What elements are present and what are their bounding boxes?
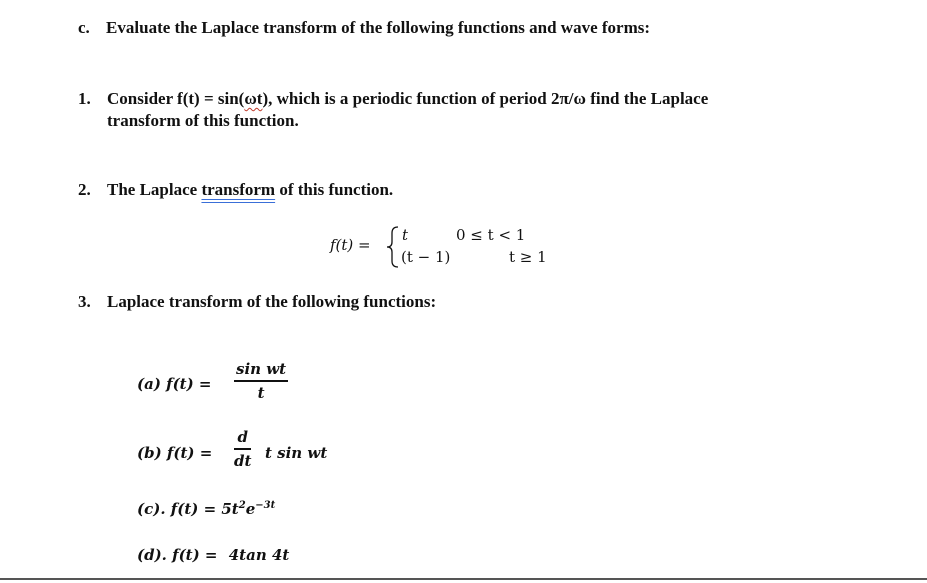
question-1-spelling-flag: ωt bbox=[244, 89, 263, 108]
item-c-exponent-1: 2 bbox=[238, 500, 246, 511]
left-brace-icon bbox=[386, 226, 400, 268]
item-c-exponent-2: −3t bbox=[255, 500, 276, 511]
question-2-number: 2. bbox=[78, 180, 91, 199]
question-2-line bbox=[78, 180, 393, 200]
item-d-label: (d). f(t) = bbox=[137, 546, 218, 564]
item-a-denominator: t bbox=[257, 383, 265, 402]
section-title: Evaluate the Laplace transform of the following functions and wave forms: bbox=[106, 18, 651, 37]
question-1-text-b: ), which is a periodic function of period 2π/ω find the Laplace bbox=[262, 89, 709, 108]
item-a-numerator: sin wt bbox=[236, 360, 287, 378]
item-b-fraction bbox=[234, 428, 251, 470]
page-bottom-divider bbox=[0, 578, 927, 580]
question-3-line bbox=[78, 292, 436, 312]
case-1-expression: t bbox=[402, 226, 409, 244]
item-d-rest: 4tan 4t bbox=[228, 546, 290, 564]
item-a-label: (a) f(t) = bbox=[137, 375, 212, 393]
question-2-grammar-flag: transform bbox=[201, 180, 276, 199]
item-a-fraction bbox=[234, 360, 288, 402]
question-1-text-a: Consider f(t) = sin( bbox=[107, 89, 245, 108]
item-b-denominator: dt bbox=[234, 451, 252, 470]
question-1-line-2: transform of this function. bbox=[107, 111, 299, 130]
item-c bbox=[137, 500, 275, 518]
question-2-text-a: The Laplace bbox=[107, 180, 202, 199]
item-c-label: (c). f(t) = 5t bbox=[137, 500, 239, 518]
question-3-text: Laplace transform of the following functions: bbox=[107, 292, 437, 311]
section-heading bbox=[78, 18, 650, 38]
case-2-expression: (t − 1) bbox=[401, 248, 451, 266]
piecewise-lhs: f(t) = bbox=[330, 236, 371, 254]
item-b-label: (b) f(t) = bbox=[137, 444, 213, 462]
question-2-text-b: of this function. bbox=[275, 180, 394, 199]
question-1-line-1 bbox=[78, 89, 708, 109]
question-1-number: 1. bbox=[78, 89, 91, 108]
item-b-numerator: d bbox=[237, 428, 248, 446]
item-d bbox=[137, 546, 289, 564]
item-b-rest: t sin wt bbox=[265, 444, 328, 462]
case-1-condition: 0 ≤ t < 1 bbox=[456, 226, 526, 244]
item-c-e: e bbox=[245, 500, 256, 518]
case-2-condition: t ≥ 1 bbox=[509, 248, 547, 266]
question-3-number: 3. bbox=[78, 292, 91, 311]
section-marker: c. bbox=[78, 18, 90, 37]
